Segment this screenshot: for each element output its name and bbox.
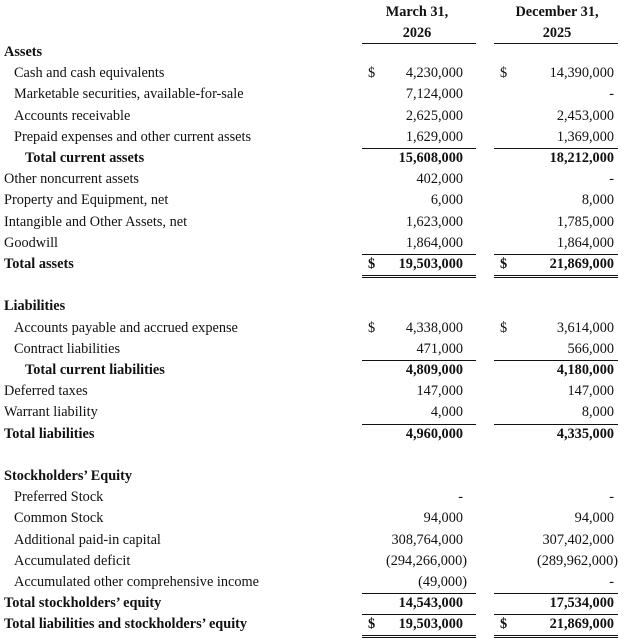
- row-label: Contract liabilities: [14, 340, 121, 357]
- line-item-row: [0, 212, 624, 233]
- value-december-2025: 4,335,000: [556, 425, 614, 442]
- line-item-row: [0, 508, 624, 529]
- row-label: Stockholders’ Equity: [4, 468, 133, 484]
- value-december-2025: 8,000: [581, 404, 614, 421]
- column-header-date: March 31,: [385, 4, 449, 20]
- value-december-2025: -: [609, 574, 614, 590]
- line-item-row: [0, 530, 624, 551]
- line-item-row: [0, 551, 624, 572]
- currency-symbol: $: [500, 256, 508, 272]
- row-label: Marketable securities, available-for-sale: [14, 86, 244, 103]
- line-item-row: [0, 106, 624, 127]
- value-march-2026: 1,629,000: [405, 128, 463, 145]
- currency-symbol: $: [368, 256, 376, 272]
- value-march-2026: 4,809,000: [405, 362, 463, 378]
- row-label: Assets: [4, 44, 43, 60]
- value-march-2026: 471,000: [416, 340, 463, 357]
- currency-symbol: $: [500, 319, 508, 336]
- value-december-2025: 2,453,000: [556, 107, 614, 124]
- value-march-2026: 2,625,000: [405, 107, 463, 124]
- row-label: Prepaid expenses and other current assets: [14, 128, 252, 145]
- value-december-2025: -: [609, 489, 614, 506]
- value-march-2026: 4,230,000: [405, 65, 463, 82]
- section-heading-row: [0, 466, 624, 487]
- line-item-row: [0, 169, 624, 190]
- currency-symbol: $: [368, 319, 376, 336]
- value-march-2026: 19,503,000: [398, 616, 463, 633]
- row-label: Liabilities: [4, 298, 66, 315]
- column-header-december-2025: [490, 2, 624, 44]
- line-item-row: [0, 424, 624, 445]
- value-december-2025: 1,864,000: [556, 234, 614, 251]
- row-label: Total assets: [4, 256, 74, 272]
- row-label: Accumulated deficit: [14, 552, 131, 569]
- row-label: Warrant liability: [4, 404, 98, 421]
- line-item-row: [0, 63, 624, 84]
- row-label: Total current liabilities: [25, 362, 165, 378]
- row-label: Intangible and Other Assets, net: [4, 213, 188, 230]
- value-march-2026: 402,000: [416, 171, 463, 188]
- total-double-rule: [494, 635, 618, 638]
- currency-symbol: $: [368, 65, 376, 82]
- value-december-2025: 21,869,000: [549, 616, 614, 633]
- line-item-row: [0, 572, 624, 593]
- value-december-2025: 21,869,000: [549, 256, 614, 272]
- line-item-row: [0, 402, 624, 423]
- line-item-row: [0, 148, 624, 169]
- line-item-row: [0, 190, 624, 211]
- row-label: Preferred Stock: [14, 489, 104, 506]
- value-december-2025: 4,180,000: [556, 362, 614, 378]
- spacer-row: [0, 445, 624, 466]
- line-item-row: [0, 339, 624, 360]
- row-label: Property and Equipment, net: [4, 192, 169, 209]
- line-item-row: [0, 318, 624, 339]
- value-march-2026: 6,000: [430, 192, 463, 209]
- row-label: Accounts receivable: [14, 107, 131, 124]
- value-december-2025: (289,962,000): [536, 552, 618, 569]
- row-label: Additional paid-in capital: [14, 531, 161, 548]
- row-label: Total liabilities: [4, 425, 95, 442]
- column-header-year: 2025: [542, 25, 572, 41]
- value-march-2026: 15,608,000: [398, 150, 463, 166]
- line-item-row: [0, 233, 624, 254]
- currency-symbol: $: [368, 616, 376, 633]
- value-december-2025: 147,000: [567, 383, 614, 400]
- row-label: Total liabilities and stockholders’ equity: [4, 616, 248, 633]
- column-header-march-2026: [358, 2, 476, 44]
- value-march-2026: 4,000: [430, 404, 463, 421]
- value-march-2026: 19,503,000: [398, 256, 463, 272]
- column-header-date: December 31,: [515, 4, 599, 20]
- value-march-2026: 94,000: [423, 510, 463, 527]
- spacer-row: [0, 275, 624, 296]
- row-label: Deferred taxes: [4, 383, 88, 400]
- row-label: Common Stock: [14, 510, 104, 527]
- value-december-2025: 18,212,000: [549, 150, 614, 166]
- row-label: Total stockholders’ equity: [4, 595, 162, 612]
- column-header-year: 2026: [402, 25, 432, 41]
- currency-symbol: $: [500, 616, 508, 633]
- value-december-2025: 566,000: [567, 340, 614, 357]
- value-march-2026: 4,338,000: [405, 319, 463, 336]
- value-march-2026: 7,124,000: [405, 86, 463, 103]
- value-december-2025: -: [609, 171, 614, 188]
- value-december-2025: 8,000: [581, 192, 614, 209]
- line-item-row: [0, 487, 624, 508]
- total-double-rule: [362, 635, 476, 638]
- value-march-2026: 14,543,000: [398, 595, 463, 612]
- value-march-2026: 1,623,000: [405, 213, 463, 230]
- row-label: Accounts payable and accrued expense: [14, 319, 238, 336]
- line-item-row: [0, 593, 624, 614]
- line-item-row: [0, 360, 624, 381]
- line-item-row: [0, 254, 624, 275]
- line-item-row: [0, 614, 624, 635]
- section-heading-row: [0, 296, 624, 317]
- section-heading-row: [0, 42, 624, 63]
- row-label: Accumulated other comprehensive income: [14, 574, 259, 590]
- value-december-2025: 1,369,000: [556, 128, 614, 145]
- value-december-2025: 14,390,000: [549, 65, 614, 82]
- value-march-2026: 4,960,000: [405, 425, 463, 442]
- value-december-2025: 307,402,000: [542, 531, 614, 548]
- value-december-2025: 94,000: [574, 510, 614, 527]
- row-label: Other noncurrent assets: [4, 171, 139, 188]
- currency-symbol: $: [500, 65, 508, 82]
- value-march-2026: 308,764,000: [391, 531, 463, 548]
- value-march-2026: 147,000: [416, 383, 463, 400]
- value-march-2026: (49,000): [418, 574, 467, 590]
- line-item-row: [0, 381, 624, 402]
- line-item-row: [0, 127, 624, 148]
- value-december-2025: 1,785,000: [556, 213, 614, 230]
- value-december-2025: 17,534,000: [549, 595, 614, 612]
- value-march-2026: -: [458, 489, 463, 506]
- value-march-2026: 1,864,000: [405, 234, 463, 251]
- row-label: Cash and cash equivalents: [14, 65, 165, 82]
- row-label: Goodwill: [4, 234, 59, 251]
- row-label: Total current assets: [25, 150, 145, 166]
- value-december-2025: 3,614,000: [556, 319, 614, 336]
- value-december-2025: -: [609, 86, 614, 103]
- value-march-2026: (294,266,000): [385, 552, 467, 569]
- line-item-row: [0, 84, 624, 105]
